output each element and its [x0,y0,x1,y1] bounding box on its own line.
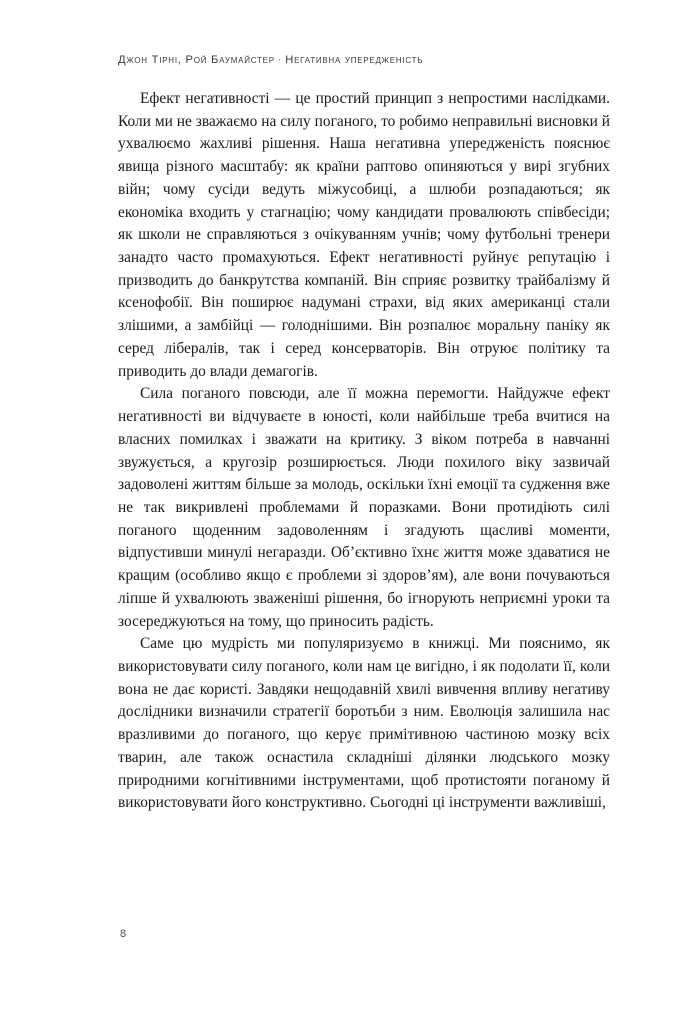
paragraph: Саме цю мудрість ми популяризуємо в книжці. Ми пояснимо, як використовувати силу поганого, коли нам це вигідно, і як подолати її, коли вона не дає користі. Завдяки нещодавній хвилі вивчення впливу негативу дослідники визначили стратегії боротьби з ним. Еволюція залишила нас вразливими до поганого, що керує примітивною частиною мозку всіх тварин, але також оснастила складніші ділянки людського мозку природними когнітивними інструментами, щоб протистояти поганому й використовувати його конструктивно. Сьогодні ці інструменти важливіші, [118,635,610,812]
paragraph: Ефект негативності — це простий принцип з непростими наслідками. Коли ми не зважаємо на силу поганого, то робимо неправильні висновки й ухвалюємо жахливі рішення. Наша негативна упередженість пояснює явища різного масштабу: як країни раптово опиняються у вирі згубних війн; чому сусіди ведуть міжусобиці, а шлюби розпадаються; як економіка входить у стагнацію; чому кандидати провалюють співбесіди; як школи не справляються з очікуванням учнів; чому футбольні тренери занадто часто промахуються. Ефект негативності руйнує репутацію і призводить до банкрутства компаній. Він сприяє розвитку трайбалізму й ксенофобії. Він поширює надумані страхи, від яких американці стали злішими, а замбійці — голоднішими. Він розпалює моральну паніку як серед лібералів, так і серед консерваторів. Він отруює політику та приводить до влади демагогів. [118,90,610,380]
running-header-title: Негативна упередженість [285,54,424,66]
page-number: 8 [120,928,127,940]
paragraph: Сила поганого повсюди, але її можна перемогти. Найдужче ефект негативності ви відчуваєте в юності, коли найбільше треба вчитися на власних помилках і зважати на критику. З віком потреба в навчанні звужується, а кругозір розширюється. Люди похилого віку зазвичай задоволені життям більше за молодь, оскільки їхні емоції та судження вже не так викривлені проблемами й поразками. Вони протидіють силі поганого щоденним задоволенням і згадують щасливі моменти, відпустивши минулі негаразди. Об’єктивно їхнє життя може здаватися не кращим (особливо якщо є проблеми зі здоров’ям), але вони почуваються ліпше й ухвалюють зваженіші рішення, бо ігнорують неприємні уроки та зосереджуються на тому, що приносить радість. [118,385,610,630]
running-header [118,54,610,66]
running-header-authors: Джон Тірні, Рой Баумайстер [118,54,275,66]
running-header-separator: · [277,54,283,66]
body-text-block [118,88,610,815]
